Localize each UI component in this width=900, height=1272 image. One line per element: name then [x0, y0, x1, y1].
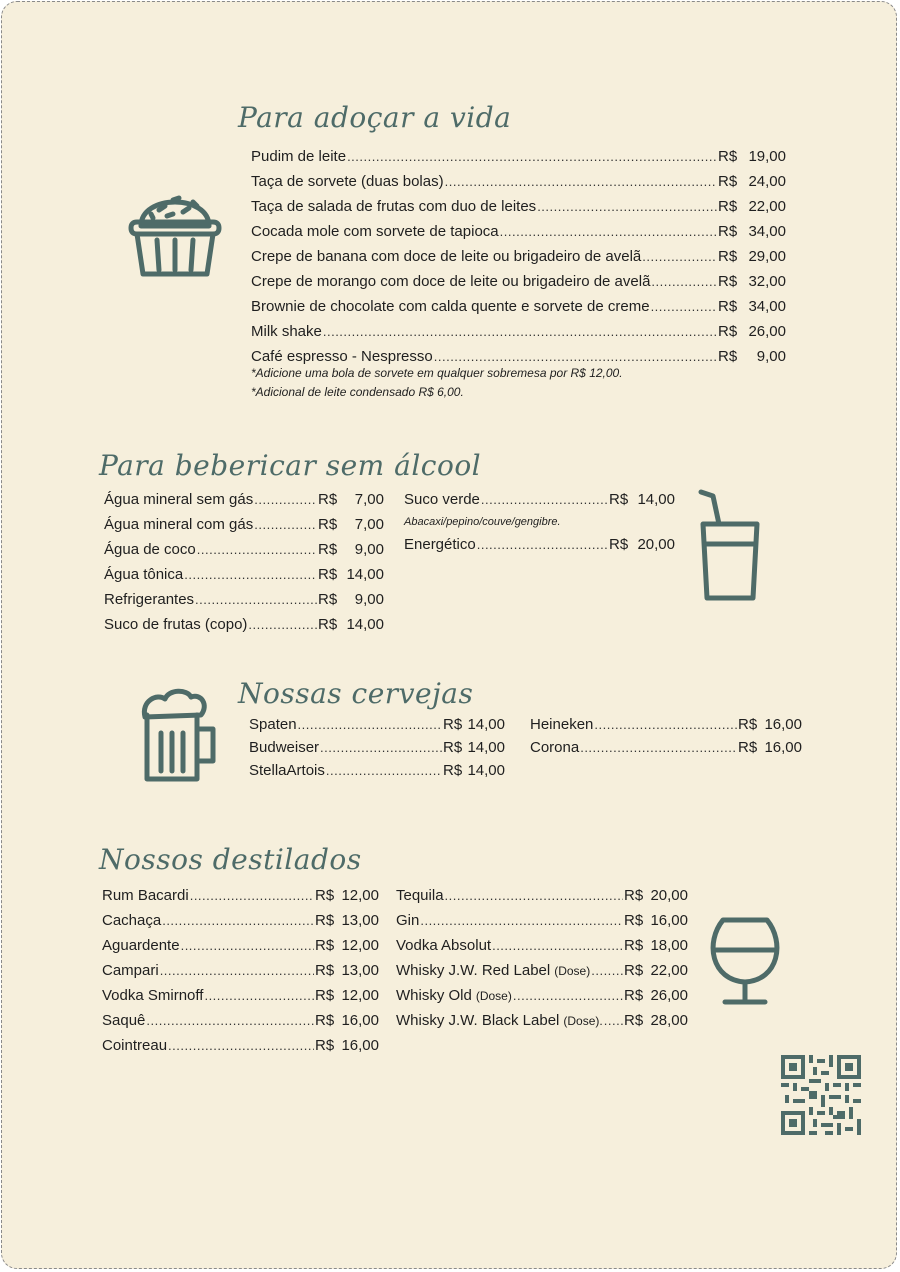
- item-price: [718, 223, 786, 240]
- item-currency: R$: [609, 536, 629, 553]
- item-price: [624, 962, 688, 979]
- item-price-value: 7,00: [354, 491, 384, 508]
- item-name: Saquê: [102, 1012, 146, 1029]
- item-name: Energético: [404, 536, 476, 553]
- dessert-list: [251, 148, 786, 373]
- section-title-cervejas: Nossas cervejas: [238, 677, 474, 710]
- item-price-value: 13,00: [341, 912, 379, 929]
- item-name: Cachaça: [102, 912, 162, 929]
- item-price-value: 16,00: [764, 739, 802, 756]
- item-price-value: 9,00: [756, 348, 786, 365]
- item-name: Vodka Absolut: [396, 937, 492, 954]
- dot-leader: [254, 517, 317, 532]
- item-price-value: 13,00: [341, 962, 379, 979]
- item-price: [315, 1012, 379, 1029]
- menu-item: [251, 273, 786, 298]
- dot-leader: [604, 1013, 623, 1028]
- item-price: [315, 987, 379, 1004]
- item-currency: R$: [718, 273, 738, 290]
- item-name: Pudim de leite: [251, 148, 347, 165]
- item-price: [443, 716, 505, 733]
- item-name: Heineken: [530, 716, 594, 733]
- note-condensed-milk: *Adicional de leite condensado R$ 6,00.: [251, 385, 464, 399]
- item-name: Suco verde: [404, 491, 480, 508]
- dot-leader: [184, 567, 317, 582]
- item-price-value: 14,00: [467, 762, 505, 779]
- item-price-value: 22,00: [650, 962, 688, 979]
- item-price: [318, 516, 384, 533]
- item-price-value: 24,00: [748, 173, 786, 190]
- beer-list-left: [249, 716, 505, 785]
- item-price: [718, 323, 786, 340]
- item-currency: R$: [624, 912, 644, 929]
- menu-item: [102, 887, 379, 912]
- dot-leader: [500, 224, 717, 239]
- item-price-value: 26,00: [748, 323, 786, 340]
- item-name: Tequila: [396, 887, 444, 904]
- menu-item: [104, 491, 384, 516]
- item-currency: R$: [624, 937, 644, 954]
- item-name: Campari: [102, 962, 159, 979]
- dot-leader: [254, 492, 317, 507]
- item-price-value: 16,00: [341, 1037, 379, 1054]
- item-price: [315, 937, 379, 954]
- item-price: [443, 739, 505, 756]
- item-currency: R$: [318, 616, 338, 633]
- menu-item: [104, 616, 384, 641]
- item-serving-note: (Dose): [554, 964, 591, 978]
- item-currency: R$: [718, 298, 738, 315]
- dot-leader: [162, 913, 314, 928]
- dot-leader: [591, 963, 623, 978]
- dot-leader: [481, 492, 608, 507]
- item-name: Corona: [530, 739, 580, 756]
- dot-leader: [181, 938, 314, 953]
- item-price: [718, 273, 786, 290]
- item-name: Crepe de morango com doce de leite ou brigadeiro de avelã: [251, 273, 651, 290]
- menu-item: [249, 716, 505, 739]
- item-price: [315, 1037, 379, 1054]
- menu-item: [249, 739, 505, 762]
- item-currency: R$: [718, 248, 738, 265]
- item-price-value: 14,00: [346, 566, 384, 583]
- item-name: Crepe de banana com doce de leite ou brigadeiro de avelã: [251, 248, 642, 265]
- item-name: Spaten: [249, 716, 297, 733]
- item-currency: R$: [318, 566, 338, 583]
- dot-leader: [168, 1038, 314, 1053]
- dot-leader: [445, 888, 623, 903]
- item-price-value: 7,00: [354, 516, 384, 533]
- dot-leader: [445, 174, 717, 189]
- section-title-sem-alcool: Para bebericar sem álcool: [99, 449, 482, 482]
- spirits-list-right: [396, 887, 688, 1037]
- menu-page: [1, 1, 897, 1269]
- item-name: Gin: [396, 912, 420, 929]
- item-currency: R$: [624, 887, 644, 904]
- dot-leader: [204, 988, 314, 1003]
- menu-item: [102, 912, 379, 937]
- menu-item: [251, 248, 786, 273]
- item-price: [315, 962, 379, 979]
- item-currency: R$: [718, 223, 738, 240]
- dessert-notes: [251, 366, 623, 399]
- dot-leader: [320, 740, 442, 755]
- item-name: Água mineral com gás: [104, 516, 254, 533]
- dot-leader: [492, 938, 623, 953]
- item-currency: R$: [443, 762, 463, 779]
- menu-item: [251, 323, 786, 348]
- item-price: [738, 716, 802, 733]
- item-price: [718, 173, 786, 190]
- item-currency: R$: [443, 739, 463, 756]
- item-name: Milk shake: [251, 323, 322, 340]
- item-currency: R$: [318, 491, 338, 508]
- item-price: [609, 536, 675, 553]
- menu-item: [396, 937, 688, 962]
- menu-item: [104, 591, 384, 616]
- item-currency: R$: [738, 716, 758, 733]
- drink-cup-icon: [695, 488, 767, 602]
- dot-leader: [434, 349, 717, 364]
- item-price-value: 14,00: [637, 491, 675, 508]
- menu-item: [104, 566, 384, 591]
- dot-leader: [146, 1013, 314, 1028]
- item-currency: R$: [718, 173, 738, 190]
- dot-leader: [580, 740, 737, 755]
- item-name: Refrigerantes: [104, 591, 195, 608]
- item-price-value: 22,00: [748, 198, 786, 215]
- non-alcoholic-list-right: [404, 491, 675, 561]
- item-price-value: 20,00: [637, 536, 675, 553]
- item-price-value: 12,00: [341, 987, 379, 1004]
- item-price: [624, 987, 688, 1004]
- item-price: [718, 198, 786, 215]
- item-price-value: 19,00: [748, 148, 786, 165]
- item-price: [718, 248, 786, 265]
- item-price: [318, 541, 384, 558]
- item-currency: R$: [315, 962, 335, 979]
- item-currency: R$: [318, 591, 338, 608]
- dot-leader: [651, 299, 717, 314]
- item-price-value: 16,00: [341, 1012, 379, 1029]
- item-price: [738, 739, 802, 756]
- item-serving-note: (Dose).: [563, 1014, 603, 1028]
- dot-leader: [642, 249, 717, 264]
- menu-item: [102, 1012, 379, 1037]
- item-price: [624, 1012, 688, 1029]
- item-price: [315, 912, 379, 929]
- item-currency: R$: [738, 739, 758, 756]
- item-name: Água mineral sem gás: [104, 491, 254, 508]
- item-price: [318, 491, 384, 508]
- item-serving-note: (Dose): [475, 989, 512, 1003]
- menu-item: [396, 887, 688, 912]
- item-currency: R$: [443, 716, 463, 733]
- item-price: [624, 937, 688, 954]
- section-title-sobremesas: Para adoçar a vida: [238, 101, 512, 134]
- item-price: [443, 762, 505, 779]
- item-price: [718, 298, 786, 315]
- item-price: [624, 912, 688, 929]
- dot-leader: [594, 717, 737, 732]
- item-price: [718, 348, 786, 365]
- beer-list-right: [530, 716, 802, 762]
- item-name: StellaArtois: [249, 762, 325, 779]
- menu-item: [251, 173, 786, 198]
- dot-leader: [190, 888, 314, 903]
- item-price-value: 9,00: [354, 541, 384, 558]
- item-price: [609, 491, 675, 508]
- spirits-list-left: [102, 887, 379, 1062]
- item-currency: R$: [609, 491, 629, 508]
- dot-leader: [298, 717, 442, 732]
- item-price-value: 18,00: [650, 937, 688, 954]
- item-price: [315, 887, 379, 904]
- menu-item: [396, 1012, 688, 1037]
- item-name: Suco de frutas (copo): [104, 616, 248, 633]
- dot-leader: [513, 988, 623, 1003]
- item-name: Budweiser: [249, 739, 320, 756]
- item-name: Aguardente: [102, 937, 180, 954]
- item-currency: R$: [315, 912, 335, 929]
- menu-item: [249, 762, 505, 785]
- wine-glass-icon: [707, 914, 783, 1008]
- item-price-value: 14,00: [346, 616, 384, 633]
- dot-leader: [651, 274, 717, 289]
- item-currency: R$: [315, 987, 335, 1004]
- menu-item: [104, 541, 384, 566]
- dot-leader: [477, 537, 608, 552]
- menu-item: [251, 223, 786, 248]
- item-name: Cointreau: [102, 1037, 168, 1054]
- menu-item: [396, 912, 688, 937]
- dot-leader: [160, 963, 314, 978]
- menu-item: [251, 198, 786, 223]
- item-name: Whisky J.W. Black Label: [396, 1012, 560, 1029]
- item-price-value: 29,00: [748, 248, 786, 265]
- item-name: Vodka Smirnoff: [102, 987, 204, 1004]
- item-currency: R$: [315, 1012, 335, 1029]
- menu-item: [104, 516, 384, 541]
- item-price-value: 12,00: [341, 887, 379, 904]
- item-currency: R$: [718, 148, 738, 165]
- dot-leader: [326, 763, 442, 778]
- dot-leader: [195, 592, 317, 607]
- item-price: [718, 148, 786, 165]
- menu-item: [251, 148, 786, 173]
- item-price-value: 14,00: [467, 739, 505, 756]
- item-currency: R$: [315, 887, 335, 904]
- item-name: Whisky J.W. Red Label: [396, 962, 551, 979]
- suco-verde-description: Abacaxi/pepino/couve/gengibre.: [404, 516, 561, 528]
- item-price-value: 14,00: [467, 716, 505, 733]
- qr-code-icon[interactable]: [781, 1055, 861, 1135]
- item-price-value: 32,00: [748, 273, 786, 290]
- item-currency: R$: [718, 323, 738, 340]
- item-name: Cocada mole com sorvete de tapioca: [251, 223, 499, 240]
- menu-item: [102, 937, 379, 962]
- item-currency: R$: [718, 198, 738, 215]
- menu-item: [396, 987, 688, 1012]
- menu-item: [251, 298, 786, 323]
- item-price-value: 34,00: [748, 223, 786, 240]
- item-price-value: 16,00: [764, 716, 802, 733]
- dot-leader: [323, 324, 717, 339]
- item-price-value: 16,00: [650, 912, 688, 929]
- item-price: [624, 887, 688, 904]
- dot-leader: [420, 913, 623, 928]
- dot-leader: [537, 199, 717, 214]
- menu-item: [396, 962, 688, 987]
- item-name: Taça de salada de frutas com duo de leites: [251, 198, 537, 215]
- note-extra-ice-cream: *Adicione uma bola de sorvete em qualquer sobremesa por R$ 12,00.: [251, 366, 623, 380]
- beer-mug-icon: [139, 687, 219, 783]
- item-name: Água de coco: [104, 541, 196, 558]
- item-currency: R$: [318, 541, 338, 558]
- item-name: Água tônica: [104, 566, 184, 583]
- item-price-value: 9,00: [354, 591, 384, 608]
- menu-item: [102, 987, 379, 1012]
- menu-item: [404, 536, 675, 561]
- menu-item: [530, 716, 802, 739]
- cupcake-icon: [127, 184, 223, 280]
- item-price-value: 34,00: [748, 298, 786, 315]
- item-currency: R$: [315, 1037, 335, 1054]
- dot-leader: [347, 149, 717, 164]
- item-currency: R$: [624, 962, 644, 979]
- item-currency: R$: [624, 987, 644, 1004]
- dot-leader: [197, 542, 317, 557]
- item-price-value: 20,00: [650, 887, 688, 904]
- item-name: Brownie de chocolate com calda quente e sorvete de creme: [251, 298, 650, 315]
- item-price: [318, 566, 384, 583]
- item-name: Rum Bacardi: [102, 887, 189, 904]
- item-currency: R$: [318, 516, 338, 533]
- dot-leader: [248, 617, 317, 632]
- item-price-value: 28,00: [650, 1012, 688, 1029]
- menu-item: [404, 491, 675, 516]
- item-name: Whisky Old: [396, 987, 472, 1004]
- section-title-destilados: Nossos destilados: [99, 843, 362, 876]
- menu-item: [530, 739, 802, 762]
- item-price-value: 12,00: [341, 937, 379, 954]
- item-name: Café espresso - Nespresso: [251, 348, 433, 365]
- item-price-value: 26,00: [650, 987, 688, 1004]
- item-price: [318, 616, 384, 633]
- item-name: Taça de sorvete (duas bolas): [251, 173, 444, 190]
- non-alcoholic-list-left: [104, 491, 384, 641]
- item-currency: R$: [718, 348, 738, 365]
- item-currency: R$: [624, 1012, 644, 1029]
- menu-item: [102, 1037, 379, 1062]
- menu-item: [102, 962, 379, 987]
- item-currency: R$: [315, 937, 335, 954]
- item-price: [318, 591, 384, 608]
